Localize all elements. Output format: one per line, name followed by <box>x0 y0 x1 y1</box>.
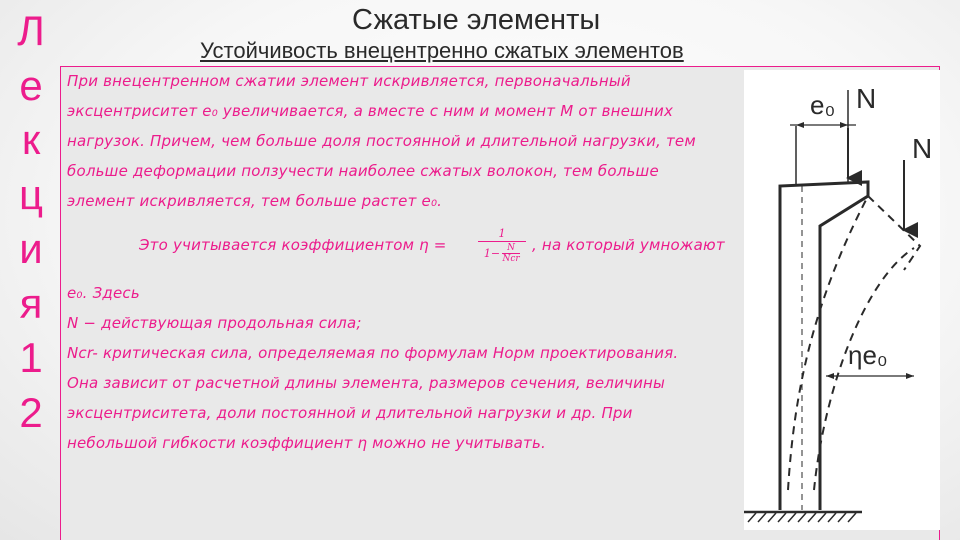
vertical-letter: Л <box>17 7 45 54</box>
slide-subtitle: Устойчивость внецентренно сжатых элементов <box>200 38 684 63</box>
formula-suffix: , на который умножают <box>532 236 725 254</box>
slide-title: Сжатые элементы <box>352 4 601 36</box>
text-box <box>62 68 744 472</box>
e0-arrow-right <box>840 122 848 128</box>
eta-e0-arrow-left <box>826 373 834 379</box>
vertical-letter: 1 <box>19 334 43 381</box>
paragraph-line: больше деформации ползучести наиболее сжатых волокон, тем больше <box>67 162 659 180</box>
label-e0: e₀ <box>810 90 836 120</box>
definition-line: небольшой гибкости коэффициент η можно не учитывать. <box>67 434 546 452</box>
denominator-lead: 1− <box>483 247 501 260</box>
paragraph-line: нагрузок. Причем, чем больше доля постоянной и длительной нагрузки, тем <box>67 132 696 150</box>
inner-fraction <box>502 243 520 264</box>
formula-denominator <box>484 243 520 264</box>
vertical-letter: я <box>19 279 43 327</box>
formula-prefix: Это учитывается коэффициентом η = <box>139 236 447 254</box>
formula-numerator: 1 <box>498 227 506 240</box>
label-n-right: N <box>912 133 933 164</box>
column-deflection-diagram <box>744 70 940 530</box>
fraction-bar <box>478 241 526 242</box>
vertical-letter: ц <box>18 170 44 218</box>
definition-line: e₀. Здесь <box>67 284 140 302</box>
vertical-letter: е <box>19 61 43 109</box>
vertical-letter: и <box>19 225 43 272</box>
label-eta-e0: ηe₀ <box>848 340 888 370</box>
label-n-top: N <box>856 83 877 114</box>
paragraph-line: эксцентриситет e₀ увеличивается, а вместе с ним и момент M от внешних <box>67 102 674 120</box>
e0-arrow-left <box>796 122 804 128</box>
inner-numerator: N <box>507 243 516 253</box>
paragraph-line: При внецентренном сжатии элемент искривляется, первоначальный <box>67 72 631 90</box>
vertical-lecture-label <box>8 4 54 440</box>
diagram-svg <box>744 70 940 530</box>
inner-denominator: Ncr <box>502 254 520 264</box>
eta-e0-arrow-right <box>906 373 914 379</box>
ground-hatching <box>748 513 856 522</box>
vertical-letter: к <box>21 116 41 163</box>
definition-line: N − действующая продольная сила; <box>67 314 362 332</box>
paragraph-line: элемент искривляется, тем больше растет e₀. <box>67 192 443 210</box>
vertical-letter: 2 <box>19 388 43 436</box>
definition-line: эксцентриситета, доли постоянной и длительной нагрузки и др. При <box>67 404 633 422</box>
definition-line: Она зависит от расчетной длины элемента, размеров сечения, величины <box>67 374 666 392</box>
definition-line: Ncr- критическая сила, определяемая по формулам Норм проектирования. <box>67 344 679 362</box>
eta-formula <box>478 228 526 264</box>
deflected-head <box>868 196 920 270</box>
